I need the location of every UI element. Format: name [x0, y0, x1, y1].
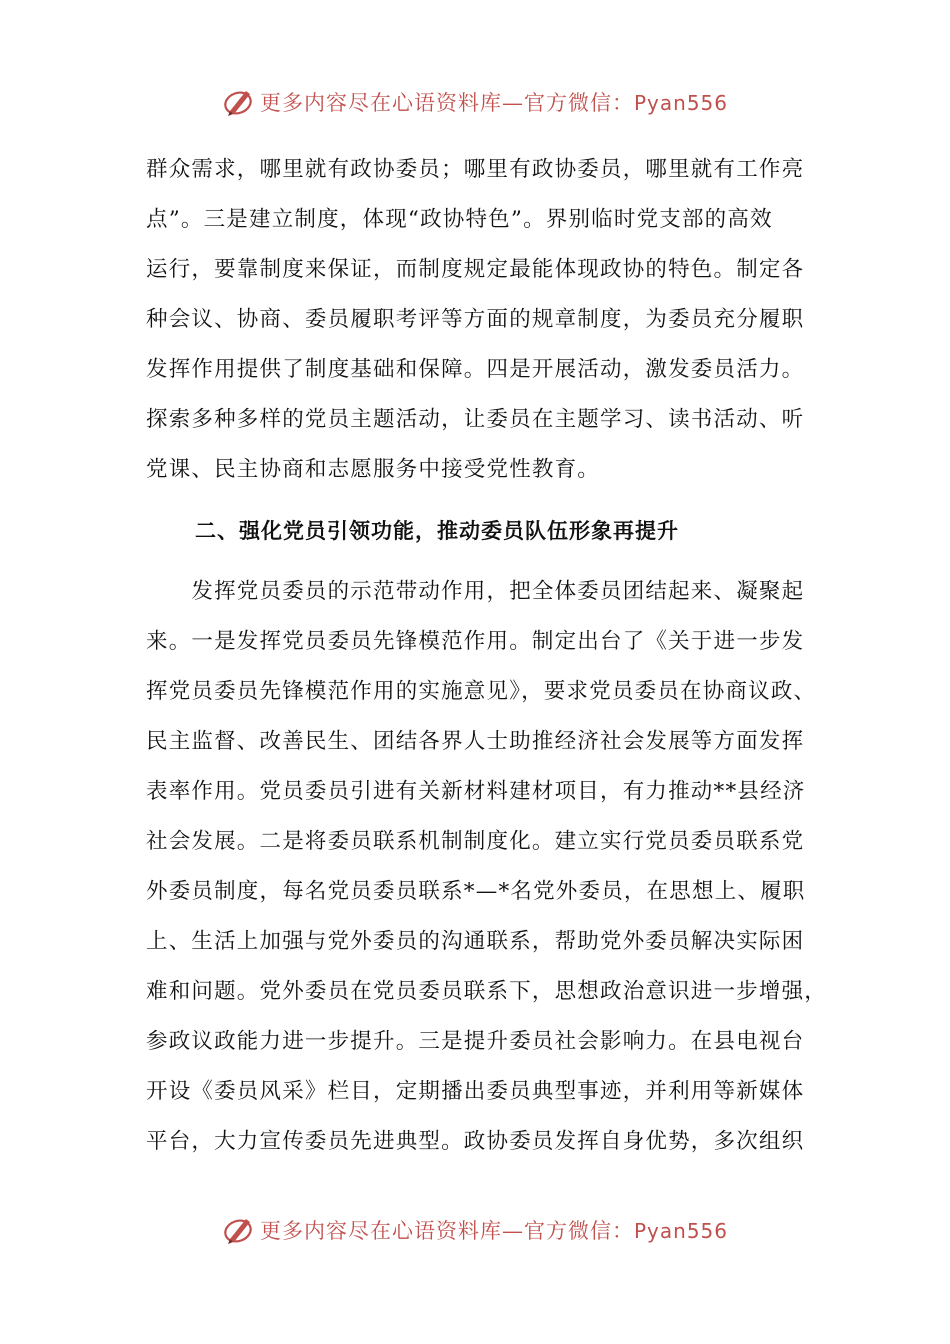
paragraph-line: 难和问题。党外委员在党员委员联系下，思想政治意识进一步增强， [146, 979, 828, 1004]
paragraph-line: 种会议、协商、委员履职考评等方面的规章制度，为委员充分履职 [146, 307, 805, 332]
paragraph-line: 群众需求，哪里就有政协委员；哪里有政协委员，哪里就有工作亮 [146, 157, 805, 182]
pen-logo-icon [222, 85, 256, 119]
paragraph-line: 参政议政能力进一步提升。三是提升委员社会影响力。在县电视台 [146, 1029, 805, 1054]
paragraph-line: 运行，要靠制度来保证，而制度规定最能体现政协的特色。制定各 [146, 257, 805, 282]
paragraph-line: 上、生活上加强与党外委员的沟通联系，帮助党外委员解决实际困 [146, 929, 805, 954]
watermark-text: 更多内容尽在心语资料库—官方微信：Pyan556 [259, 91, 728, 115]
pen-logo-icon [222, 1213, 256, 1247]
paragraph-line: 平台，大力宣传委员先进典型。政协委员发挥自身优势，多次组织 [146, 1129, 805, 1154]
paragraph-2 [146, 567, 828, 1167]
paragraph-line: 探索多种多样的党员主题活动，让委员在主题学习、读书活动、听 [146, 407, 805, 432]
paragraph-line: 开设《委员风采》栏目，定期播出委员典型事迹，并利用等新媒体 [146, 1079, 805, 1104]
paragraph-line: 党课、民主协商和志愿服务中接受党性教育。 [146, 457, 601, 482]
watermark-banner-bottom [0, 1210, 950, 1250]
paragraph-line: 民主监督、改善民生、团结各界人士助推经济社会发展等方面发挥 [146, 729, 805, 754]
paragraph-line: 表率作用。党员委员引进有关新材料建材项目，有力推动**县经济 [146, 779, 806, 804]
paragraph-line: 挥党员委员先锋模范作用的实施意见》，要求党员委员在协商议政、 [146, 679, 817, 704]
paragraph-line: 点”。三是建立制度，体现“政协特色”。界别临时党支部的高效 [146, 207, 773, 232]
paragraph-line: 社会发展。二是将委员联系机制制度化。建立实行党员委员联系党 [146, 829, 805, 854]
paragraph-line: 发挥作用提供了制度基础和保障。四是开展活动，激发委员活力。 [146, 357, 805, 382]
paragraph-1 [146, 145, 806, 495]
section-heading: 二、强化党员引领功能，推动委员队伍形象再提升 [195, 519, 679, 543]
wechat-id: Pyan556 [633, 1219, 728, 1243]
wechat-id: Pyan556 [633, 91, 728, 115]
paragraph-line: 发挥党员委员的示范带动作用，把全体委员团结起来、凝聚起 [146, 579, 805, 604]
watermark-banner-top [0, 82, 950, 122]
paragraph-line: 外委员制度，每名党员委员联系*—*名党外委员，在思想上、履职 [146, 879, 806, 904]
watermark-text: 更多内容尽在心语资料库—官方微信：Pyan556 [259, 1219, 728, 1243]
paragraph-line: 来。一是发挥党员委员先锋模范作用。制定出台了《关于进一步发 [146, 629, 805, 654]
